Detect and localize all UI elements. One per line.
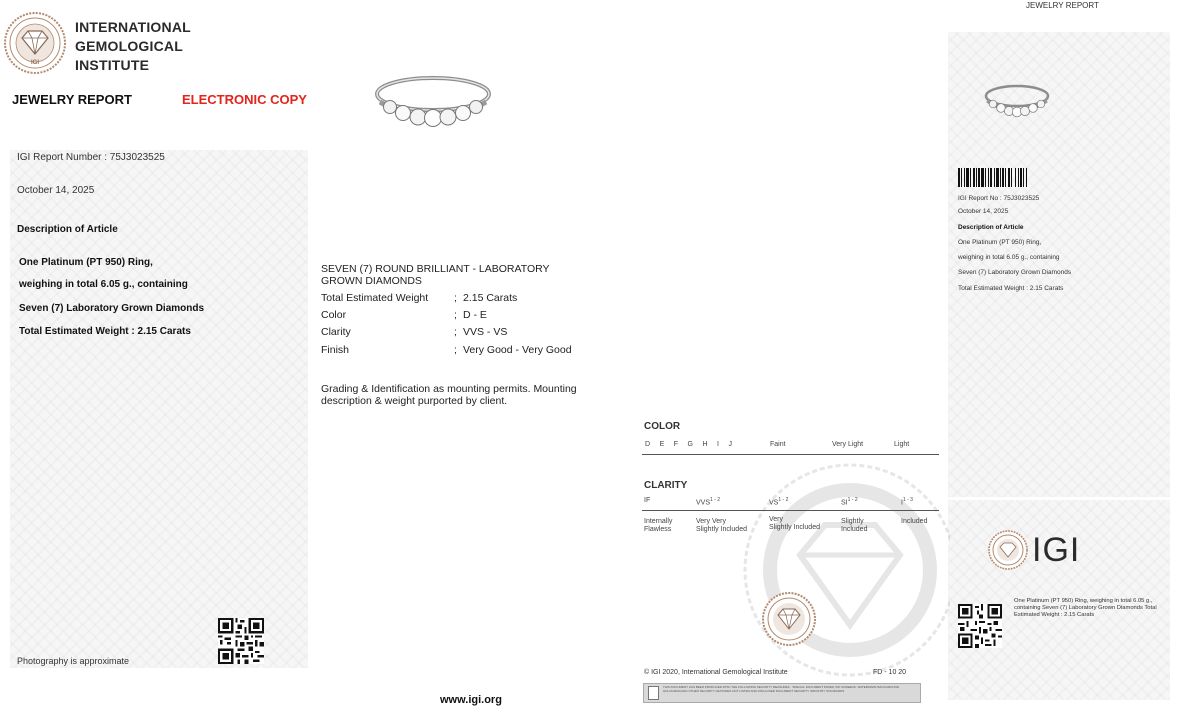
igi-seal-small bbox=[762, 592, 816, 646]
form-code: FD - 10 20 bbox=[873, 669, 907, 676]
barcode-bar bbox=[973, 168, 975, 187]
clarity-grade-si bbox=[841, 497, 858, 506]
photography-note: Photography is approximate bbox=[17, 656, 130, 666]
color-grade: D bbox=[645, 441, 651, 448]
color-grade: G bbox=[687, 441, 693, 448]
color-letters bbox=[645, 441, 732, 448]
right-line-3: Seven (7) Laboratory Grown Diamonds bbox=[958, 269, 1072, 276]
row-value: 2.15 Carats bbox=[463, 292, 518, 304]
clarity-code: VS bbox=[769, 499, 779, 507]
barcode-bar bbox=[1002, 168, 1004, 187]
right-bottom-description: One Platinum (PT 950) Ring, weighing in total 6.05 g., containing Seven (7) Laboratory Grown Diamonds Total Estimated Weight : 2.15 Carats bbox=[1014, 598, 1157, 618]
row-separator: ; bbox=[454, 344, 457, 356]
electronic-copy-label: ELECTRONIC COPY bbox=[182, 92, 307, 107]
clarity-desc-line: Very bbox=[769, 516, 784, 523]
row-value: VVS - VS bbox=[463, 326, 508, 338]
barcode-bar bbox=[981, 168, 984, 187]
clarity-grade-if bbox=[644, 497, 650, 504]
description-heading: Description of Article bbox=[17, 224, 118, 235]
report-title: JEWELRY REPORT bbox=[12, 92, 132, 107]
barcode[interactable] bbox=[958, 168, 1050, 187]
right-report-number: IGI Report No : 75J3023525 bbox=[958, 195, 1040, 202]
brand-name bbox=[75, 18, 191, 75]
description-line-2: weighing in total 6.05 g., containing bbox=[19, 279, 188, 290]
row-label: Clarity bbox=[321, 326, 351, 338]
barcode-bar bbox=[958, 168, 960, 187]
row-label: Finish bbox=[321, 344, 350, 356]
description-line-1: One Platinum (PT 950) Ring, bbox=[19, 257, 153, 268]
barcode-bar bbox=[976, 168, 977, 187]
description-line-3: Seven (7) Laboratory Grown Diamonds bbox=[19, 303, 205, 314]
clarity-code: VVS bbox=[696, 499, 711, 507]
clarity-grade-vvs bbox=[696, 497, 720, 506]
barcode-bar bbox=[1000, 168, 1001, 187]
color-scale-title: COLOR bbox=[644, 421, 681, 432]
igi-logo-text: IGI bbox=[1032, 530, 1081, 569]
document-icon bbox=[648, 686, 659, 700]
website-link[interactable]: www.igi.org bbox=[440, 694, 502, 706]
barcode-bar bbox=[1026, 168, 1027, 187]
color-group-faint: Faint bbox=[770, 441, 786, 448]
grading-note: Grading & Identification as mounting permits. Mounting description & weight purported by client. bbox=[321, 383, 577, 407]
row-label: Color bbox=[321, 309, 347, 321]
clarity-desc-si bbox=[841, 518, 867, 534]
barcode-bar bbox=[988, 168, 989, 187]
qr-code-small[interactable] bbox=[958, 604, 1002, 648]
barcode-bar bbox=[994, 168, 995, 187]
clarity-scale-title: CLARITY bbox=[644, 480, 688, 491]
clarity-desc-line: Slightly Included bbox=[696, 526, 747, 533]
clarity-desc-vs bbox=[769, 516, 820, 532]
clarity-desc-i bbox=[901, 518, 927, 525]
barcode-bar bbox=[1011, 168, 1012, 187]
clarity-code: SI bbox=[841, 499, 848, 507]
color-group-light: Light bbox=[894, 441, 910, 448]
clarity-desc-line: Flawless bbox=[644, 526, 672, 533]
clarity-grade-i bbox=[901, 497, 913, 506]
qr-code[interactable] bbox=[218, 618, 264, 664]
row-value: D - E bbox=[463, 309, 487, 321]
clarity-desc-if bbox=[644, 518, 672, 534]
clarity-range: 1 - 3 bbox=[902, 497, 913, 503]
brand-line-2: GEMOLOGICAL bbox=[75, 38, 183, 54]
description-line-4: Total Estimated Weight : 2.15 Carats bbox=[19, 326, 191, 337]
clarity-desc-line: Included bbox=[901, 518, 928, 525]
clarity-desc-line: Included bbox=[841, 526, 868, 533]
right-line-4: Total Estimated Weight : 2.15 Carats bbox=[958, 285, 1064, 292]
grading-table bbox=[321, 292, 601, 361]
clarity-desc-vvs bbox=[696, 518, 747, 534]
clarity-desc-line: Very Very bbox=[696, 518, 726, 525]
barcode-bar bbox=[1005, 168, 1006, 187]
color-grade: I bbox=[717, 441, 719, 448]
clarity-scale-rule bbox=[642, 510, 939, 511]
stone-title: SEVEN (7) ROUND BRILLIANT - LABORATORY GROWN DIAMONDS bbox=[321, 263, 550, 287]
row-separator: ; bbox=[454, 309, 457, 321]
color-grade: H bbox=[702, 441, 708, 448]
row-separator: ; bbox=[454, 326, 457, 338]
igi-logo bbox=[988, 530, 1080, 570]
svg-text:IGI: IGI bbox=[30, 60, 40, 66]
clarity-desc-line: Slightly bbox=[841, 518, 864, 525]
barcode-bar bbox=[996, 168, 999, 187]
report-number: IGI Report Number : 75J3023525 bbox=[17, 152, 165, 163]
ring-photo-thumbnail bbox=[983, 82, 1051, 122]
clarity-desc-line: Internally bbox=[644, 518, 673, 525]
right-description-heading: Description of Article bbox=[958, 224, 1024, 231]
clarity-range: 1 - 2 bbox=[847, 497, 858, 503]
grading-row-color bbox=[321, 309, 601, 326]
security-strip bbox=[643, 683, 921, 703]
barcode-bar bbox=[985, 168, 986, 187]
barcode-bar bbox=[1023, 168, 1024, 187]
clarity-code: I bbox=[901, 499, 903, 507]
grading-row-weight bbox=[321, 292, 601, 309]
top-report-label: JEWELRY REPORT bbox=[1026, 1, 1099, 10]
barcode-bar bbox=[1015, 168, 1016, 187]
color-grade: J bbox=[728, 441, 732, 448]
row-label: Total Estimated Weight bbox=[321, 292, 429, 304]
color-grade: F bbox=[673, 441, 679, 448]
brand-line-3: INSTITUTE bbox=[75, 57, 150, 73]
barcode-bar bbox=[1020, 168, 1022, 187]
row-separator: ; bbox=[454, 292, 457, 304]
right-line-2: weighing in total 6.05 g., containing bbox=[958, 254, 1060, 261]
security-text: THIS DOCUMENT HAS BEEN PRODUCED WITH THE FOLLOWING SECURITY MEASURES · SPECIAL DOCUMENT PAPER, INK SCREENS, WATERMARK BACKGROUND, HOLOGRAM AND OTHER SECURITY FEATURES NOT LISTED AND DISCLOSED DOCUMENT SECURITY INDUSTRY STANDARDS bbox=[663, 685, 900, 693]
color-scale-rule bbox=[642, 454, 939, 455]
clarity-range: 1 - 2 bbox=[710, 497, 721, 503]
barcode-bar bbox=[1008, 168, 1010, 187]
color-grade: E bbox=[659, 441, 665, 448]
right-line-1: One Platinum (PT 950) Ring, bbox=[958, 239, 1042, 246]
report-date: October 14, 2025 bbox=[17, 185, 95, 196]
clarity-range: 1 - 2 bbox=[778, 497, 789, 503]
igi-logo-seal-icon bbox=[988, 530, 1028, 570]
barcode-bar bbox=[978, 168, 980, 187]
clarity-code: IF bbox=[644, 497, 651, 504]
grading-row-clarity bbox=[321, 326, 601, 344]
igi-seal-logo bbox=[4, 12, 66, 74]
barcode-bar bbox=[966, 168, 969, 187]
color-group-very-light: Very Light bbox=[832, 441, 864, 448]
barcode-bar bbox=[990, 168, 992, 187]
copyright: © IGI 2020, International Gemological Institute bbox=[644, 669, 788, 676]
barcode-bar bbox=[964, 168, 965, 187]
right-date: October 14, 2025 bbox=[958, 208, 1009, 215]
row-value: Very Good - Very Good bbox=[463, 344, 572, 356]
barcode-bar bbox=[961, 168, 962, 187]
clarity-grade-vs bbox=[769, 497, 788, 506]
right-panel-background bbox=[948, 32, 1170, 497]
clarity-desc-line: Slightly Included bbox=[769, 524, 820, 531]
grading-row-finish bbox=[321, 344, 601, 361]
ring-photo bbox=[372, 72, 494, 134]
barcode-bar bbox=[970, 168, 971, 187]
barcode-bar bbox=[1018, 168, 1019, 187]
brand-line-1: INTERNATIONAL bbox=[75, 19, 191, 35]
